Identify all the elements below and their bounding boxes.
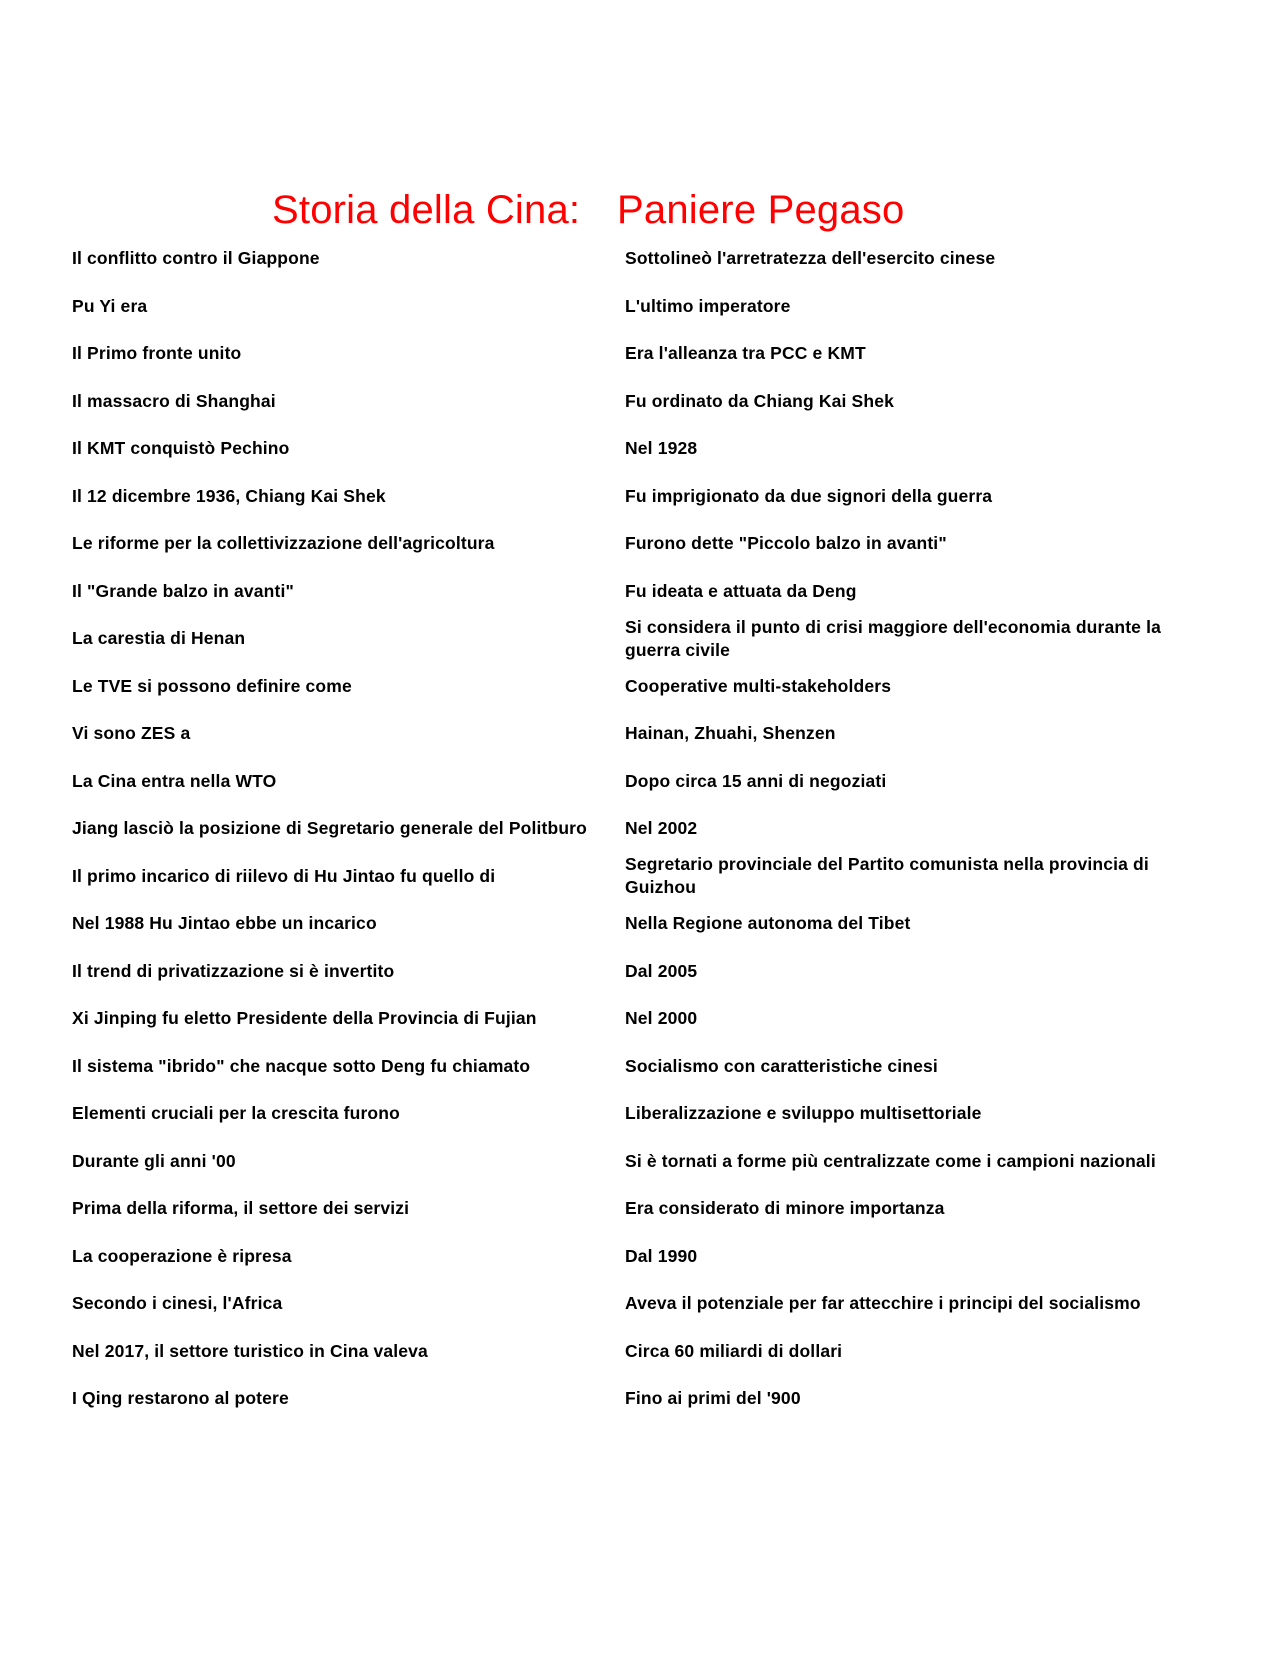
table-row (72, 1233, 1212, 1281)
question-cell: Durante gli anni '00 (72, 1150, 236, 1171)
page-title (0, 184, 1280, 236)
answer-cell: Cooperative multi-stakeholders (625, 675, 892, 696)
question-cell: Il KMT conquistò Pechino (72, 438, 290, 459)
table-row (72, 520, 1212, 568)
table-row (72, 330, 1212, 378)
question-cell: Jiang lasciò la posizione di Segretario generale del Politburo (72, 818, 587, 839)
answer-cell: Nel 2000 (625, 1008, 698, 1029)
answer-cell: Segretario provinciale del Partito comunista nella provincia di Guizhou (625, 854, 1149, 898)
question-cell: Nel 1988 Hu Jintao ebbe un incarico (72, 913, 377, 934)
answer-cell: Sottolineò l'arretratezza dell'esercito cinese (625, 248, 996, 269)
table-row (72, 995, 1212, 1043)
answer-cell: Si considera il punto di crisi maggiore dell'economia durante la guerra civile (625, 616, 1161, 660)
answer-cell: Si è tornati a forme più centralizzate come i campioni nazionali (625, 1150, 1156, 1171)
question-cell: Le TVE si possono definire come (72, 675, 352, 696)
question-cell: Secondo i cinesi, l'Africa (72, 1293, 283, 1314)
question-cell: Nel 2017, il settore turistico in Cina valeva (72, 1340, 428, 1361)
answer-cell: Liberalizzazione e sviluppo multisettoriale (625, 1103, 982, 1124)
answer-cell: Fu ideata e attuata da Deng (625, 580, 857, 601)
table-row (72, 710, 1212, 758)
question-cell: La carestia di Henan (72, 628, 246, 649)
table-row (72, 1138, 1212, 1186)
answer-cell: Circa 60 miliardi di dollari (625, 1340, 843, 1361)
table-row (72, 758, 1212, 806)
answer-cell: Era l'alleanza tra PCC e KMT (625, 343, 866, 364)
question-cell: Pu Yi era (72, 295, 148, 316)
table-row (72, 425, 1212, 473)
table-row (72, 663, 1212, 711)
question-cell: Il primo incarico di riilevo di Hu Jintao fu quello di (72, 865, 496, 886)
question-cell: La Cina entra nella WTO (72, 770, 277, 791)
answer-cell: Nella Regione autonoma del Tibet (625, 913, 911, 934)
question-cell: Il conflitto contro il Giappone (72, 248, 320, 269)
answer-cell: Dopo circa 15 anni di negoziati (625, 770, 887, 791)
title-right: Paniere Pegaso (617, 188, 905, 232)
answer-cell: Dal 2005 (625, 960, 698, 981)
question-cell: Il sistema "ibrido" che nacque sotto Deng fu chiamato (72, 1055, 531, 1076)
question-cell: Il Primo fronte unito (72, 343, 242, 364)
question-cell: I Qing restarono al potere (72, 1388, 289, 1409)
answer-cell: Dal 1990 (625, 1245, 698, 1266)
table-row (72, 805, 1212, 853)
question-cell: Vi sono ZES a (72, 723, 191, 744)
table-row (72, 283, 1212, 331)
table-row (72, 235, 1212, 283)
table-row (72, 568, 1212, 616)
answer-cell: Nel 1928 (625, 438, 698, 459)
question-answer-table (72, 235, 1212, 1423)
table-row (72, 900, 1212, 948)
table-row (72, 378, 1212, 426)
answer-cell: Nel 2002 (625, 818, 698, 839)
question-cell: Xi Jinping fu eletto Presidente della Provincia di Fujian (72, 1008, 537, 1029)
answer-cell: Fino ai primi del '900 (625, 1388, 801, 1409)
table-row (72, 1375, 1212, 1423)
question-cell: Il 12 dicembre 1936, Chiang Kai Shek (72, 485, 386, 506)
table-row (72, 853, 1212, 901)
table-row (72, 1328, 1212, 1376)
answer-cell: Era considerato di minore importanza (625, 1198, 945, 1219)
table-row (72, 1185, 1212, 1233)
question-cell: Elementi cruciali per la crescita furono (72, 1103, 400, 1124)
answer-cell: Fu ordinato da Chiang Kai Shek (625, 390, 894, 411)
question-cell: Le riforme per la collettivizzazione dell'agricoltura (72, 533, 495, 554)
question-cell: Prima della riforma, il settore dei servizi (72, 1198, 410, 1219)
question-cell: Il "Grande balzo in avanti" (72, 580, 294, 601)
answer-cell: Fu imprigionato da due signori della guerra (625, 485, 993, 506)
answer-cell: Furono dette "Piccolo balzo in avanti" (625, 533, 947, 554)
question-cell: La cooperazione è ripresa (72, 1245, 292, 1266)
answer-cell: Aveva il potenziale per far attecchire i principi del socialismo (625, 1293, 1141, 1314)
table-row (72, 473, 1212, 521)
table-row (72, 1280, 1212, 1328)
table-row (72, 615, 1212, 663)
table-row (72, 1090, 1212, 1138)
answer-cell: Hainan, Zhuahi, Shenzen (625, 723, 836, 744)
title-left: Storia della Cina: (272, 188, 581, 232)
answer-cell: L'ultimo imperatore (625, 295, 791, 316)
question-cell: Il trend di privatizzazione si è invertito (72, 960, 395, 981)
table-body (72, 235, 1212, 1423)
table-row (72, 1043, 1212, 1091)
question-cell: Il massacro di Shanghai (72, 390, 276, 411)
table-row (72, 948, 1212, 996)
answer-cell: Socialismo con caratteristiche cinesi (625, 1055, 938, 1076)
